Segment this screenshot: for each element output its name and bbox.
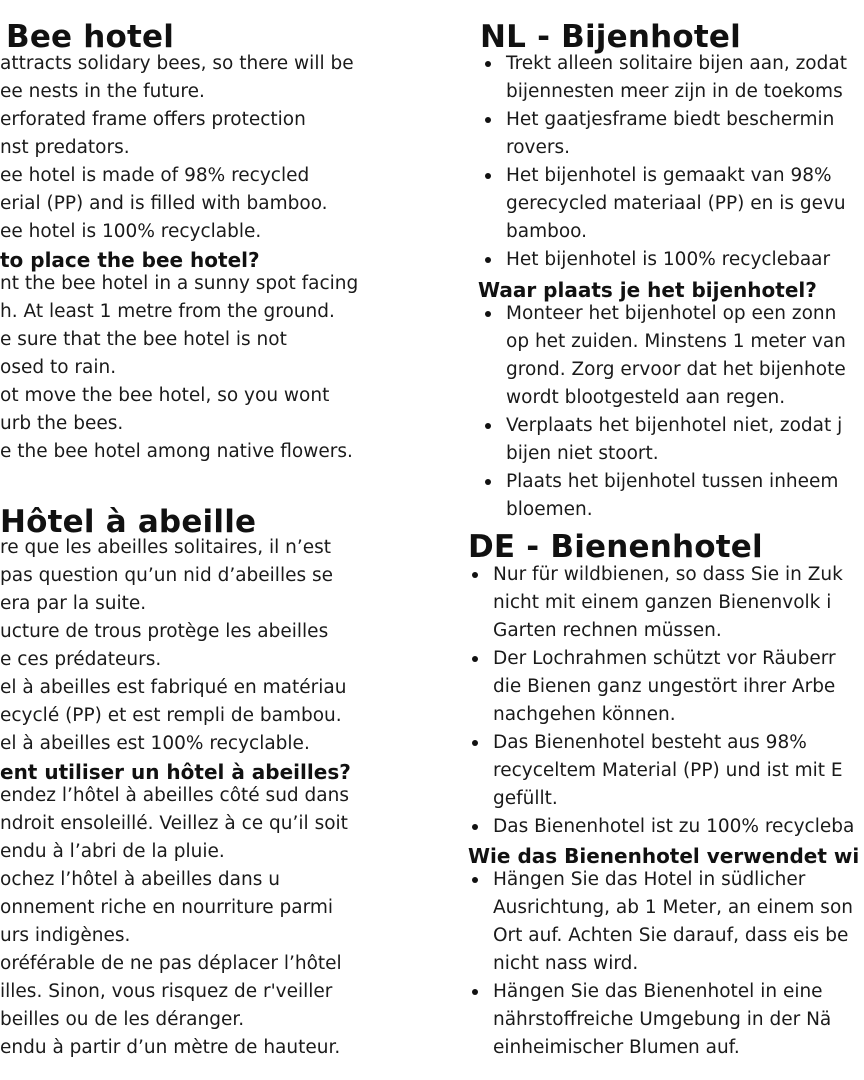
bullet-line: Ort auf. Achten Sie darauf, dass eis be [493, 925, 849, 946]
en-title-text: Bee hotel [6, 19, 175, 55]
text-line: osed to rain. [0, 357, 117, 378]
text-line: e the bee hotel among native flowers. [0, 441, 353, 462]
text-line: el à abeilles est fabriqué en matériau [0, 677, 347, 698]
bullet-line: nicht mit einem ganzen Bienenvolk i [493, 592, 832, 613]
bullet-line: Plaats het bijenhotel tussen inheem [506, 471, 839, 492]
bullet-item [481, 106, 847, 162]
text-line: endu à partir d’un mètre de hauteur. [0, 1037, 341, 1058]
bullet-item [468, 561, 854, 645]
bullet-line: bloemen. [506, 499, 593, 520]
en-subheading-text: to place the bee hotel? [0, 248, 260, 272]
text-line: illes. Sinon, vous risquez de r'veiller [0, 981, 333, 1002]
bullet-line: nachgehen können. [493, 704, 676, 725]
bullet-line: Der Lochrahmen schützt vor Räuberr [493, 648, 836, 669]
text-line: e sure that the bee hotel is not [0, 329, 287, 350]
bullet-item [481, 300, 846, 412]
nl-subheading-text: Waar plaats je het bijenhotel? [478, 278, 817, 302]
bullet-line: bijennesten meer zijn in de toekoms [506, 81, 843, 102]
bullet-line: Das Bienenhotel ist zu 100% recycleba [493, 816, 855, 837]
text-line: era par la suite. [0, 593, 147, 614]
text-line: attracts solidary bees, so there will be [0, 53, 354, 74]
bullet-line: Het bijenhotel is 100% recyclebaar [506, 249, 831, 270]
bullet-item [481, 412, 846, 468]
en-body-2 [0, 270, 358, 466]
bullet-item [468, 813, 854, 841]
bullet-line: Ausrichtung, ab 1 Meter, an einem son [493, 897, 853, 918]
bullet-line: Trekt alleen solitaire bijen aan, zodat [506, 53, 847, 74]
text-line: ee hotel is 100% recyclable. [0, 221, 262, 242]
bullet-item [481, 246, 847, 274]
text-line: re que les abeilles solitaires, il n’est [0, 537, 332, 558]
bullet-line: Het gaatjesframe biedt beschermin [506, 109, 835, 130]
bullet-line: rovers. [506, 137, 570, 158]
text-line: nst predators. [0, 137, 130, 158]
bullet-line: Hängen Sie das Hotel in südlicher [493, 869, 806, 890]
text-line: ndroit ensoleillé. Veillez à ce qu’il soit [0, 813, 348, 834]
bullet-item [468, 866, 853, 978]
bullet-line: Das Bienenhotel besteht aus 98% [493, 732, 807, 753]
text-line: beilles ou de les déranger. [0, 1009, 245, 1030]
text-line: oréférable de ne pas déplacer l’hôtel [0, 953, 342, 974]
nl-title-text: NL - Bijenhotel [480, 19, 741, 55]
text-line: onnement riche en nourriture parmi [0, 897, 334, 918]
bullet-line: Monteer het bijenhotel op een zonn [506, 303, 837, 324]
text-line: e ces prédateurs. [0, 649, 162, 670]
bullet-line: Hängen Sie das Bienenhotel in eine [493, 981, 823, 1002]
de-body-2 [468, 866, 853, 1062]
bullet-line: gerecycled materiaal (PP) en is gevu [506, 193, 846, 214]
nl-body [481, 50, 847, 274]
text-line: ecyclé (PP) et est rempli de bambou. [0, 705, 342, 726]
text-line: endu à l’abri de la pluie. [0, 841, 225, 862]
bullet-line: Garten rechnen müssen. [493, 620, 722, 641]
bullet-line: nicht nass wird. [493, 953, 639, 974]
text-line: endez l’hôtel à abeilles côté sud dans [0, 785, 349, 806]
bullet-line: bijen niet stoort. [506, 443, 659, 464]
en-title [6, 20, 174, 54]
text-line: pas question qu’un nid d’abeilles se [0, 565, 333, 586]
text-line: urs indigènes. [0, 925, 131, 946]
en-body [0, 50, 354, 246]
fr-body [0, 534, 346, 758]
de-title [468, 530, 763, 564]
bullet-item [481, 468, 846, 524]
fr-subheading-text: ent utiliser un hôtel à abeilles? [0, 760, 351, 784]
text-line: nt the bee hotel in a sunny spot facing [0, 273, 359, 294]
de-body [468, 561, 854, 841]
de-subheading-text: Wie das Bienenhotel verwendet wi [468, 844, 860, 868]
text-line: ucture de trous protège les abeilles [0, 621, 329, 642]
nl-body-2 [481, 300, 846, 524]
bullet-item [481, 50, 847, 106]
text-line: erial (PP) and is filled with bamboo. [0, 193, 328, 214]
de-title-text: DE - Bienenhotel [468, 529, 763, 565]
fr-title-text: Hôtel à abeille [0, 504, 257, 540]
bullet-line: gefüllt. [493, 788, 558, 809]
bullet-item [468, 645, 854, 729]
bullet-item [481, 162, 847, 246]
text-line: ee nests in the future. [0, 81, 205, 102]
text-line: ochez l’hôtel à abeilles dans u [0, 869, 280, 890]
bullet-item [468, 978, 853, 1062]
bullet-line: die Bienen ganz ungestört ihrer Arbe [493, 676, 836, 697]
bullet-line: grond. Zorg ervoor dat het bijenhote [506, 359, 846, 380]
text-line: ee hotel is made of 98% recycled [0, 165, 310, 186]
bullet-item [468, 729, 854, 813]
bullet-line: einheimischer Blumen auf. [493, 1037, 740, 1058]
text-line: ot move the bee hotel, so you wont [0, 385, 330, 406]
bullet-line: op het zuiden. Minstens 1 meter van [506, 331, 846, 352]
bullet-line: wordt blootgesteld aan regen. [506, 387, 786, 408]
text-line: urb the bees. [0, 413, 124, 434]
nl-title [480, 20, 741, 54]
bullet-line: bamboo. [506, 221, 588, 242]
bullet-line: Nur für wildbienen, so dass Sie in Zuk [493, 564, 843, 585]
bullet-line: recyceltem Material (PP) und ist mit E [493, 760, 843, 781]
text-line: erforated frame offers protection [0, 109, 306, 130]
bullet-line: Het bijenhotel is gemaakt van 98% [506, 165, 832, 186]
bullet-line: Verplaats het bijenhotel niet, zodat j [506, 415, 843, 436]
bullet-line: nährstoffreiche Umgebung in der Nä [493, 1009, 832, 1030]
text-line: h. At least 1 metre from the ground. [0, 301, 335, 322]
text-line: el à abeilles est 100% recyclable. [0, 733, 310, 754]
fr-body-2 [0, 782, 349, 1062]
